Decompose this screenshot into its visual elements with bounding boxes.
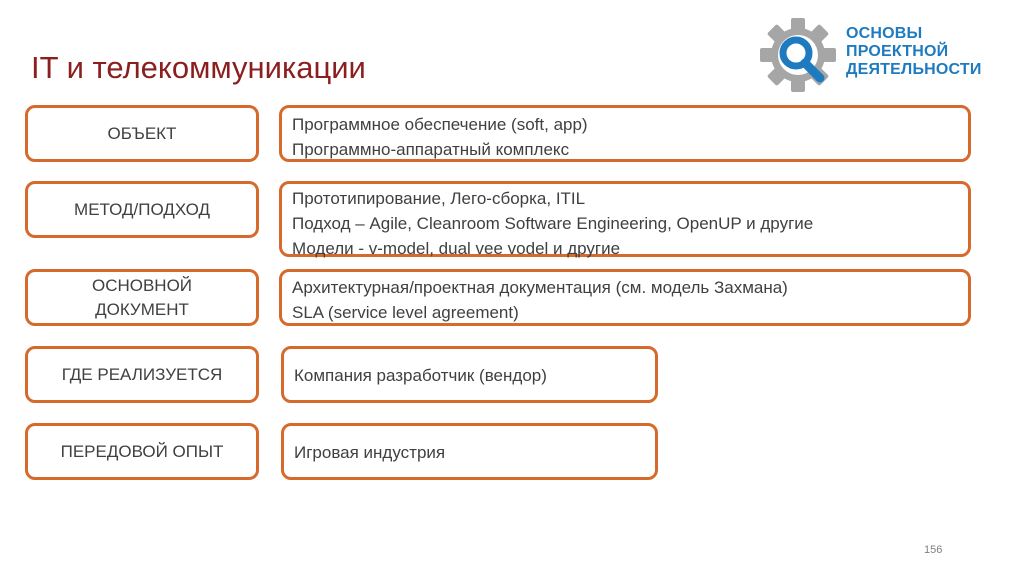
gear-magnifier-icon (758, 16, 838, 94)
content-line: Модели - v-model, dual vee vodel и другие (292, 239, 621, 258)
content-line: Программное обеспечение (soft, app) (292, 115, 588, 134)
row-label-text: ОБЪЕКТ (107, 123, 177, 143)
row-label-practice (25, 423, 259, 480)
page-number: 156 (924, 544, 943, 556)
logo (758, 16, 1008, 94)
row-content-where (281, 346, 658, 403)
row-label-document (25, 269, 259, 326)
row-label-text: ПЕРЕДОВОЙ ОПЫТ (60, 441, 224, 461)
content-line: Игровая индустрия (294, 443, 446, 462)
row-label-text: ОСНОВНОЙ ДОКУМЕНТ (91, 275, 193, 319)
row-label-method (25, 181, 259, 238)
content-line: Компания разработчик (вендор) (294, 366, 547, 385)
content-line: SLA (service level agreement) (292, 303, 519, 322)
logo-line: ПРОЕКТНОЙ (846, 43, 949, 60)
logo-text (846, 25, 982, 79)
row-label-text: МЕТОД/ПОДХОД (74, 199, 210, 219)
row-label-object (25, 105, 259, 162)
row-content-document (279, 269, 971, 326)
content-line: Подход – Agile, Cleanroom Software Engineering, OpenUP и другие (292, 214, 814, 233)
logo-line: ОСНОВЫ (846, 25, 923, 42)
row-label-text: ГДЕ РЕАЛИЗУЕТСЯ (61, 364, 223, 384)
row-content-object (279, 105, 971, 162)
content-line: Программно-аппаратный комплекс (292, 140, 570, 159)
row-content-method (279, 181, 971, 257)
slide-title: IT и телекоммуникации (31, 50, 366, 85)
logo-line: ДЕЯТЕЛЬНОСТИ (846, 61, 982, 78)
content-line: Прототипирование, Лего-сборка, ITIL (292, 189, 586, 208)
row-label-where (25, 346, 259, 403)
content-line: Архитектурная/проектная документация (см. модель Захмана) (292, 278, 788, 297)
row-content-practice (281, 423, 658, 480)
